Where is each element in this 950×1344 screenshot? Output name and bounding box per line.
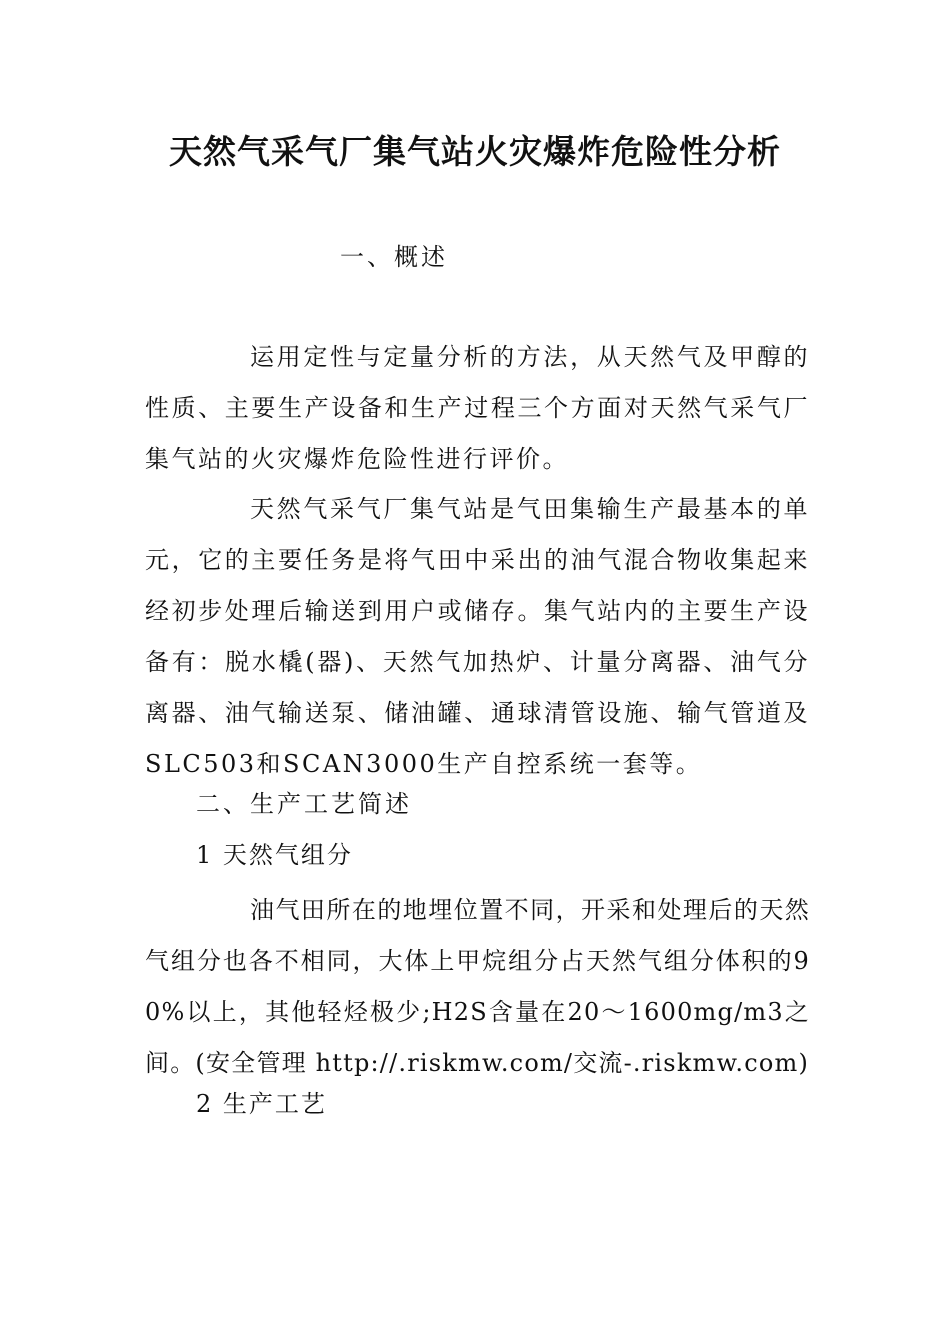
section-heading-process: 二、生产工艺简述	[196, 790, 412, 818]
subsection-heading-production-process: 2 生产工艺	[196, 1090, 327, 1118]
paragraph-gas-composition: 油气田所在的地埋位置不同，开采和处理后的天然气组分也各不相同，大体上甲烷组分占天然气组分体积的90%以上，其他轻烃极少;H2S含量在20～1600mg/m3之间。(安全管理 http://.riskmw.com/交流-.riskmw.com)	[145, 896, 810, 1077]
paragraph-method: 运用定性与定量分析的方法，从天然气及甲醇的性质、主要生产设备和生产过程三个方面对天然气采气厂集气站的火灾爆炸危险性进行评价。	[145, 343, 810, 473]
section-heading-overview: 一、概述	[340, 243, 448, 271]
paragraph-station-description: 天然气采气厂集气站是气田集输生产最基本的单元，它的主要任务是将气田中采出的油气混合物收集起来经初步处理后输送到用户或储存。集气站内的主要生产设备有：脱水橇(器)、天然气加热炉、计量分离器、油气分离器、油气输送泵、储油罐、通球清管设施、输气管道及SLC503和SCAN3000生产自控系统一套等。	[145, 495, 810, 778]
subsection-heading-gas-composition: 1 天然气组分	[196, 841, 353, 869]
document-title: 天然气采气厂集气站火灾爆炸危险性分析	[169, 132, 781, 171]
